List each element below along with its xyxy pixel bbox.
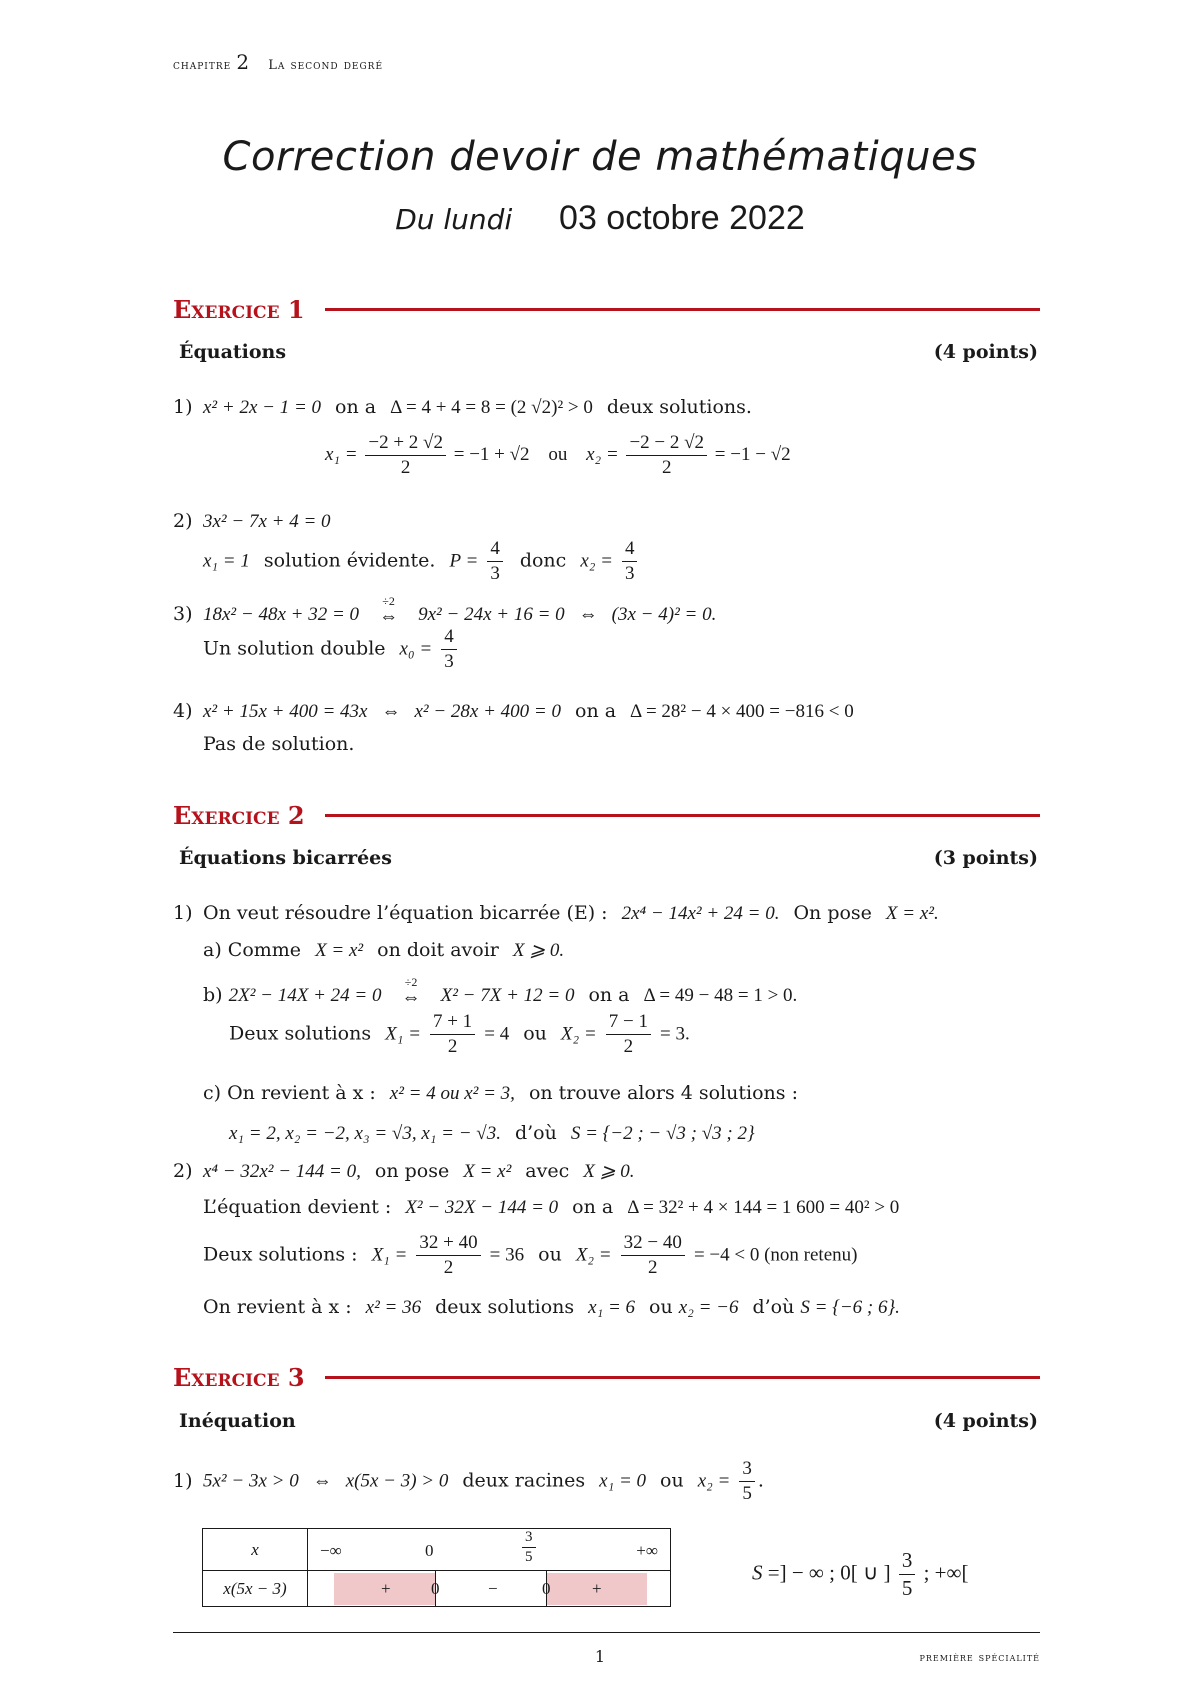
operation xyxy=(402,976,421,1007)
exercise-3-subheading xyxy=(179,1410,1038,1432)
question-number: 2) xyxy=(173,1160,193,1182)
equation: X = x² xyxy=(463,1161,512,1182)
ex1-q4 xyxy=(173,700,854,723)
exercise-2-rule xyxy=(325,814,1040,817)
text: On revient à x : xyxy=(227,1082,376,1104)
text: ou xyxy=(548,443,568,465)
ex2-q2 xyxy=(173,1160,635,1183)
numerator: 4 xyxy=(487,538,503,562)
question-number: 1) xyxy=(173,1469,193,1492)
fraction xyxy=(899,1548,916,1601)
sign-plus: + xyxy=(592,1579,602,1598)
ex1-q4-conclusion: Pas de solution. xyxy=(203,733,355,755)
equation: (3x − 4)² = 0. xyxy=(611,604,717,625)
solution: x₂ = −6 xyxy=(678,1297,739,1318)
exercise-1-title: Exercice 1 xyxy=(173,294,305,324)
sign-table-signs-row xyxy=(308,1571,671,1607)
equation: x² + 15x + 400 = 43x xyxy=(203,701,368,722)
text: solution évidente. xyxy=(263,549,436,572)
ex2-qb xyxy=(173,976,797,1007)
equation: x² = 36 xyxy=(365,1297,422,1318)
text: ou xyxy=(660,1469,684,1492)
result: = 4 xyxy=(484,1023,510,1045)
text: . xyxy=(757,1469,764,1492)
text: Un solution double xyxy=(203,637,386,660)
fraction xyxy=(416,1232,480,1279)
text: Deux solutions : xyxy=(203,1243,358,1266)
root-label: x₂ = xyxy=(697,1470,731,1492)
sign-zero: 0 xyxy=(431,1579,440,1598)
equation: 2x⁴ − 14x² + 24 = 0. xyxy=(621,903,780,924)
fraction xyxy=(626,432,707,479)
operation xyxy=(379,595,398,626)
discriminant: Δ = 49 − 48 = 1 > 0. xyxy=(643,985,798,1006)
root: x₁ = 0 xyxy=(599,1470,647,1492)
equation: X² − 7X + 12 = 0 xyxy=(440,985,575,1006)
ex2-qa xyxy=(173,939,564,962)
text: On revient à x : xyxy=(203,1296,352,1318)
text: Deux solutions xyxy=(229,1022,372,1045)
solution-label: x₂ = xyxy=(586,443,619,465)
ex1-q2-solution xyxy=(173,538,640,585)
text: ou xyxy=(523,1022,547,1045)
denominator: 2 xyxy=(447,1036,458,1057)
discriminant: Δ = 28² − 4 × 400 = −816 < 0 xyxy=(630,701,854,722)
numerator: 4 xyxy=(622,538,638,562)
equation: 3x² − 7x + 4 = 0 xyxy=(203,511,331,532)
denominator: 5 xyxy=(525,1549,533,1565)
denominator: 3 xyxy=(490,563,500,584)
ex2-q2-conclusion xyxy=(173,1296,900,1319)
text: L’équation devient : xyxy=(203,1196,392,1218)
operation-label: ÷2 xyxy=(382,594,395,608)
solution-set: S = {−6 ; 6}. xyxy=(800,1297,900,1318)
ex1-q2 xyxy=(173,510,331,533)
fraction xyxy=(606,1011,651,1058)
ex3-solution-set xyxy=(752,1548,969,1601)
question-number: 1) xyxy=(173,396,193,418)
interval-part: =] − ∞ ; 0[ ∪ ] xyxy=(767,1560,891,1585)
text: On veut résoudre l’équation bicarrée (E) : xyxy=(203,902,608,924)
question-number: 3) xyxy=(173,603,193,625)
exercise-1-heading xyxy=(173,294,1040,324)
fraction xyxy=(739,1458,755,1505)
exercise-2-heading xyxy=(173,800,1040,830)
denominator: 2 xyxy=(648,1257,658,1278)
condition: X ⩾ 0. xyxy=(583,1161,635,1182)
text: on a xyxy=(335,396,377,418)
sign-table-var-header: x xyxy=(203,1529,308,1571)
root-zero: 0 xyxy=(425,1541,434,1560)
text: donc xyxy=(519,549,567,572)
sign-minus: − xyxy=(488,1579,498,1598)
ex1-q1 xyxy=(173,396,752,419)
exercise-3-title: Exercice 3 xyxy=(173,1362,305,1392)
denominator: 2 xyxy=(623,1036,634,1057)
numerator: 7 − 1 xyxy=(606,1011,651,1035)
text: d’où xyxy=(752,1296,795,1318)
fraction xyxy=(441,626,457,673)
denominator: 5 xyxy=(901,1576,913,1600)
exercise-3-points: (4 points) xyxy=(933,1410,1038,1432)
text: on a xyxy=(572,1196,614,1218)
text: deux solutions. xyxy=(606,396,752,418)
sign-table-values-row xyxy=(308,1529,671,1571)
question-number: 1) xyxy=(173,902,193,924)
equivalence-arrow: ⇔ xyxy=(401,987,421,1008)
question-number: 4) xyxy=(173,700,193,722)
text: on trouve alors 4 solutions : xyxy=(528,1082,798,1104)
equation: 9x² − 24x + 16 = 0 xyxy=(418,604,565,625)
result: = 36 xyxy=(489,1244,525,1266)
text: on doit avoir xyxy=(377,939,499,961)
interval-part: ; +∞[ xyxy=(923,1560,969,1585)
ex2-q1 xyxy=(173,902,939,925)
exercise-2-points: (3 points) xyxy=(933,847,1038,869)
product-label: P = xyxy=(449,550,479,572)
page-title: Correction devoir de mathématiques xyxy=(222,134,978,180)
text: on a xyxy=(588,984,630,1006)
text: avec xyxy=(525,1160,570,1182)
exercise-1-subheading xyxy=(179,341,1038,363)
solution-label: x₁ = xyxy=(325,443,358,465)
exercise-1-subtitle: Équations xyxy=(179,341,287,363)
exercise-2-title: Exercice 2 xyxy=(173,800,305,830)
chapter-word: chapitre xyxy=(173,58,232,73)
equation: X = x². xyxy=(885,903,939,924)
footer-rule xyxy=(173,1632,1040,1633)
solution-label: X₁ = xyxy=(385,1023,421,1045)
result: = −1 + √2 xyxy=(453,443,530,465)
solution-label: X₂ = xyxy=(575,1244,612,1266)
equivalence-arrow: ⇔ xyxy=(312,1470,332,1492)
question-number: 2) xyxy=(173,510,193,532)
denominator: 3 xyxy=(624,563,635,584)
numerator: 3 xyxy=(899,1548,916,1575)
running-header xyxy=(173,50,383,74)
page-number: 1 xyxy=(594,1647,606,1666)
equivalence-arrow: ⇔ xyxy=(578,604,598,625)
ex3-q1 xyxy=(173,1458,764,1505)
ex2-q2-solutions xyxy=(173,1232,857,1279)
text: deux solutions xyxy=(435,1296,575,1318)
numerator: −2 + 2 √2 xyxy=(365,432,446,456)
page-subtitle xyxy=(0,198,1200,238)
numerator: 32 − 40 xyxy=(621,1232,685,1256)
denominator: 3 xyxy=(444,651,454,672)
ex1-q3 xyxy=(173,595,716,626)
footer-course: première spécialité xyxy=(919,1650,1040,1664)
solutions: x₁ = 2, x₂ = −2, x₃ = √3, x₁ = − √3. xyxy=(229,1123,501,1144)
fraction xyxy=(430,1011,475,1058)
root-fraction xyxy=(522,1529,536,1566)
denominator: 2 xyxy=(661,457,672,478)
numerator: 3 xyxy=(522,1529,536,1548)
result: = −4 < 0 (non retenu) xyxy=(693,1244,858,1266)
equation: x² + 2x − 1 = 0 xyxy=(203,397,322,418)
sign-table-expr-header: x(5x − 3) xyxy=(203,1571,308,1607)
inequation: 5x² − 3x > 0 xyxy=(203,1470,299,1492)
operation-label: ÷2 xyxy=(404,975,418,989)
sign-zero: 0 xyxy=(542,1579,551,1598)
text: d’où xyxy=(514,1122,557,1144)
numerator: −2 − 2 √2 xyxy=(626,432,707,456)
discriminant: Δ = 4 + 4 = 8 = (2 √2)² > 0 xyxy=(390,397,593,418)
equation: 18x² − 48x + 32 = 0 xyxy=(203,604,360,625)
equation: x₁ = 1 xyxy=(203,550,250,572)
exercise-3-rule xyxy=(325,1376,1040,1379)
fraction xyxy=(621,1232,685,1279)
solution-set: S = {−2 ; − √3 ; √3 ; 2} xyxy=(570,1123,755,1144)
text: On pose xyxy=(793,902,872,924)
text: on pose xyxy=(374,1160,450,1182)
denominator: 5 xyxy=(742,1483,752,1504)
sign-table xyxy=(202,1528,671,1607)
minus-infinity: −∞ xyxy=(320,1541,342,1560)
exercise-3-heading xyxy=(173,1362,1040,1392)
exercise-1-points: (4 points) xyxy=(933,341,1038,363)
solution-symbol: S xyxy=(752,1560,763,1585)
exercise-2-subtitle: Équations bicarrées xyxy=(179,847,392,869)
text: ou xyxy=(538,1243,562,1266)
ex1-q3-solution xyxy=(173,626,460,673)
text: ou xyxy=(649,1296,673,1318)
exercise-3-subtitle: Inéquation xyxy=(179,1410,296,1432)
discriminant: Δ = 32² + 4 × 144 = 1 600 = 40² > 0 xyxy=(627,1197,900,1218)
fraction xyxy=(487,538,503,585)
ex2-qc-solutions xyxy=(173,1122,755,1145)
inequation: x(5x − 3) > 0 xyxy=(345,1470,449,1492)
equation: X² − 32X − 144 = 0 xyxy=(405,1197,559,1218)
solution-label: X₁ = xyxy=(371,1244,408,1266)
solution-label: x₂ = xyxy=(580,550,613,572)
denominator: 2 xyxy=(443,1257,454,1278)
numerator: 4 xyxy=(441,626,457,650)
ex2-qc xyxy=(173,1082,798,1105)
equation: x² − 28x + 400 = 0 xyxy=(414,701,561,722)
exercise-1-rule xyxy=(325,308,1040,311)
chapter-title: La second degré xyxy=(268,58,384,73)
subtitle-date: 03 octobre 2022 xyxy=(559,199,805,237)
equation: X = x² xyxy=(315,940,364,961)
result: = 3. xyxy=(660,1023,690,1045)
plus-infinity: +∞ xyxy=(636,1541,658,1560)
chapter-number: 2 xyxy=(236,50,250,74)
exercise-2-subheading xyxy=(179,847,1038,869)
text: on a xyxy=(575,700,617,722)
ex2-q2-equation xyxy=(173,1196,899,1219)
equation: x⁴ − 32x² − 144 = 0, xyxy=(203,1161,361,1182)
solution-label: x₀ = xyxy=(399,638,433,660)
question-letter: a) xyxy=(203,939,222,961)
numerator: 32 + 40 xyxy=(416,1232,480,1256)
ex1-q1-solutions xyxy=(325,432,791,479)
equation: 2X² − 14X + 24 = 0 xyxy=(228,985,382,1006)
text: deux racines xyxy=(462,1469,586,1492)
solution-label: X₂ = xyxy=(560,1023,597,1045)
numerator: 7 + 1 xyxy=(430,1011,475,1035)
solution: x₁ = 6 xyxy=(588,1297,636,1318)
condition: X ⩾ 0. xyxy=(512,940,565,961)
fraction xyxy=(365,432,446,479)
question-letter: c) xyxy=(203,1082,222,1104)
numerator: 3 xyxy=(739,1458,755,1482)
sign-plus: + xyxy=(381,1579,391,1598)
ex2-qb-solutions xyxy=(173,1011,690,1058)
equivalence-arrow: ⇔ xyxy=(381,701,401,722)
denominator: 2 xyxy=(400,457,411,478)
subtitle-prefix: Du lundi xyxy=(395,203,513,236)
question-letter: b) xyxy=(203,984,223,1006)
equation: x² = 4 ou x² = 3, xyxy=(389,1083,515,1104)
fraction xyxy=(622,538,638,585)
text: Comme xyxy=(227,939,302,961)
result: = −1 − √2 xyxy=(714,443,791,465)
equivalence-arrow: ⇔ xyxy=(379,606,399,627)
